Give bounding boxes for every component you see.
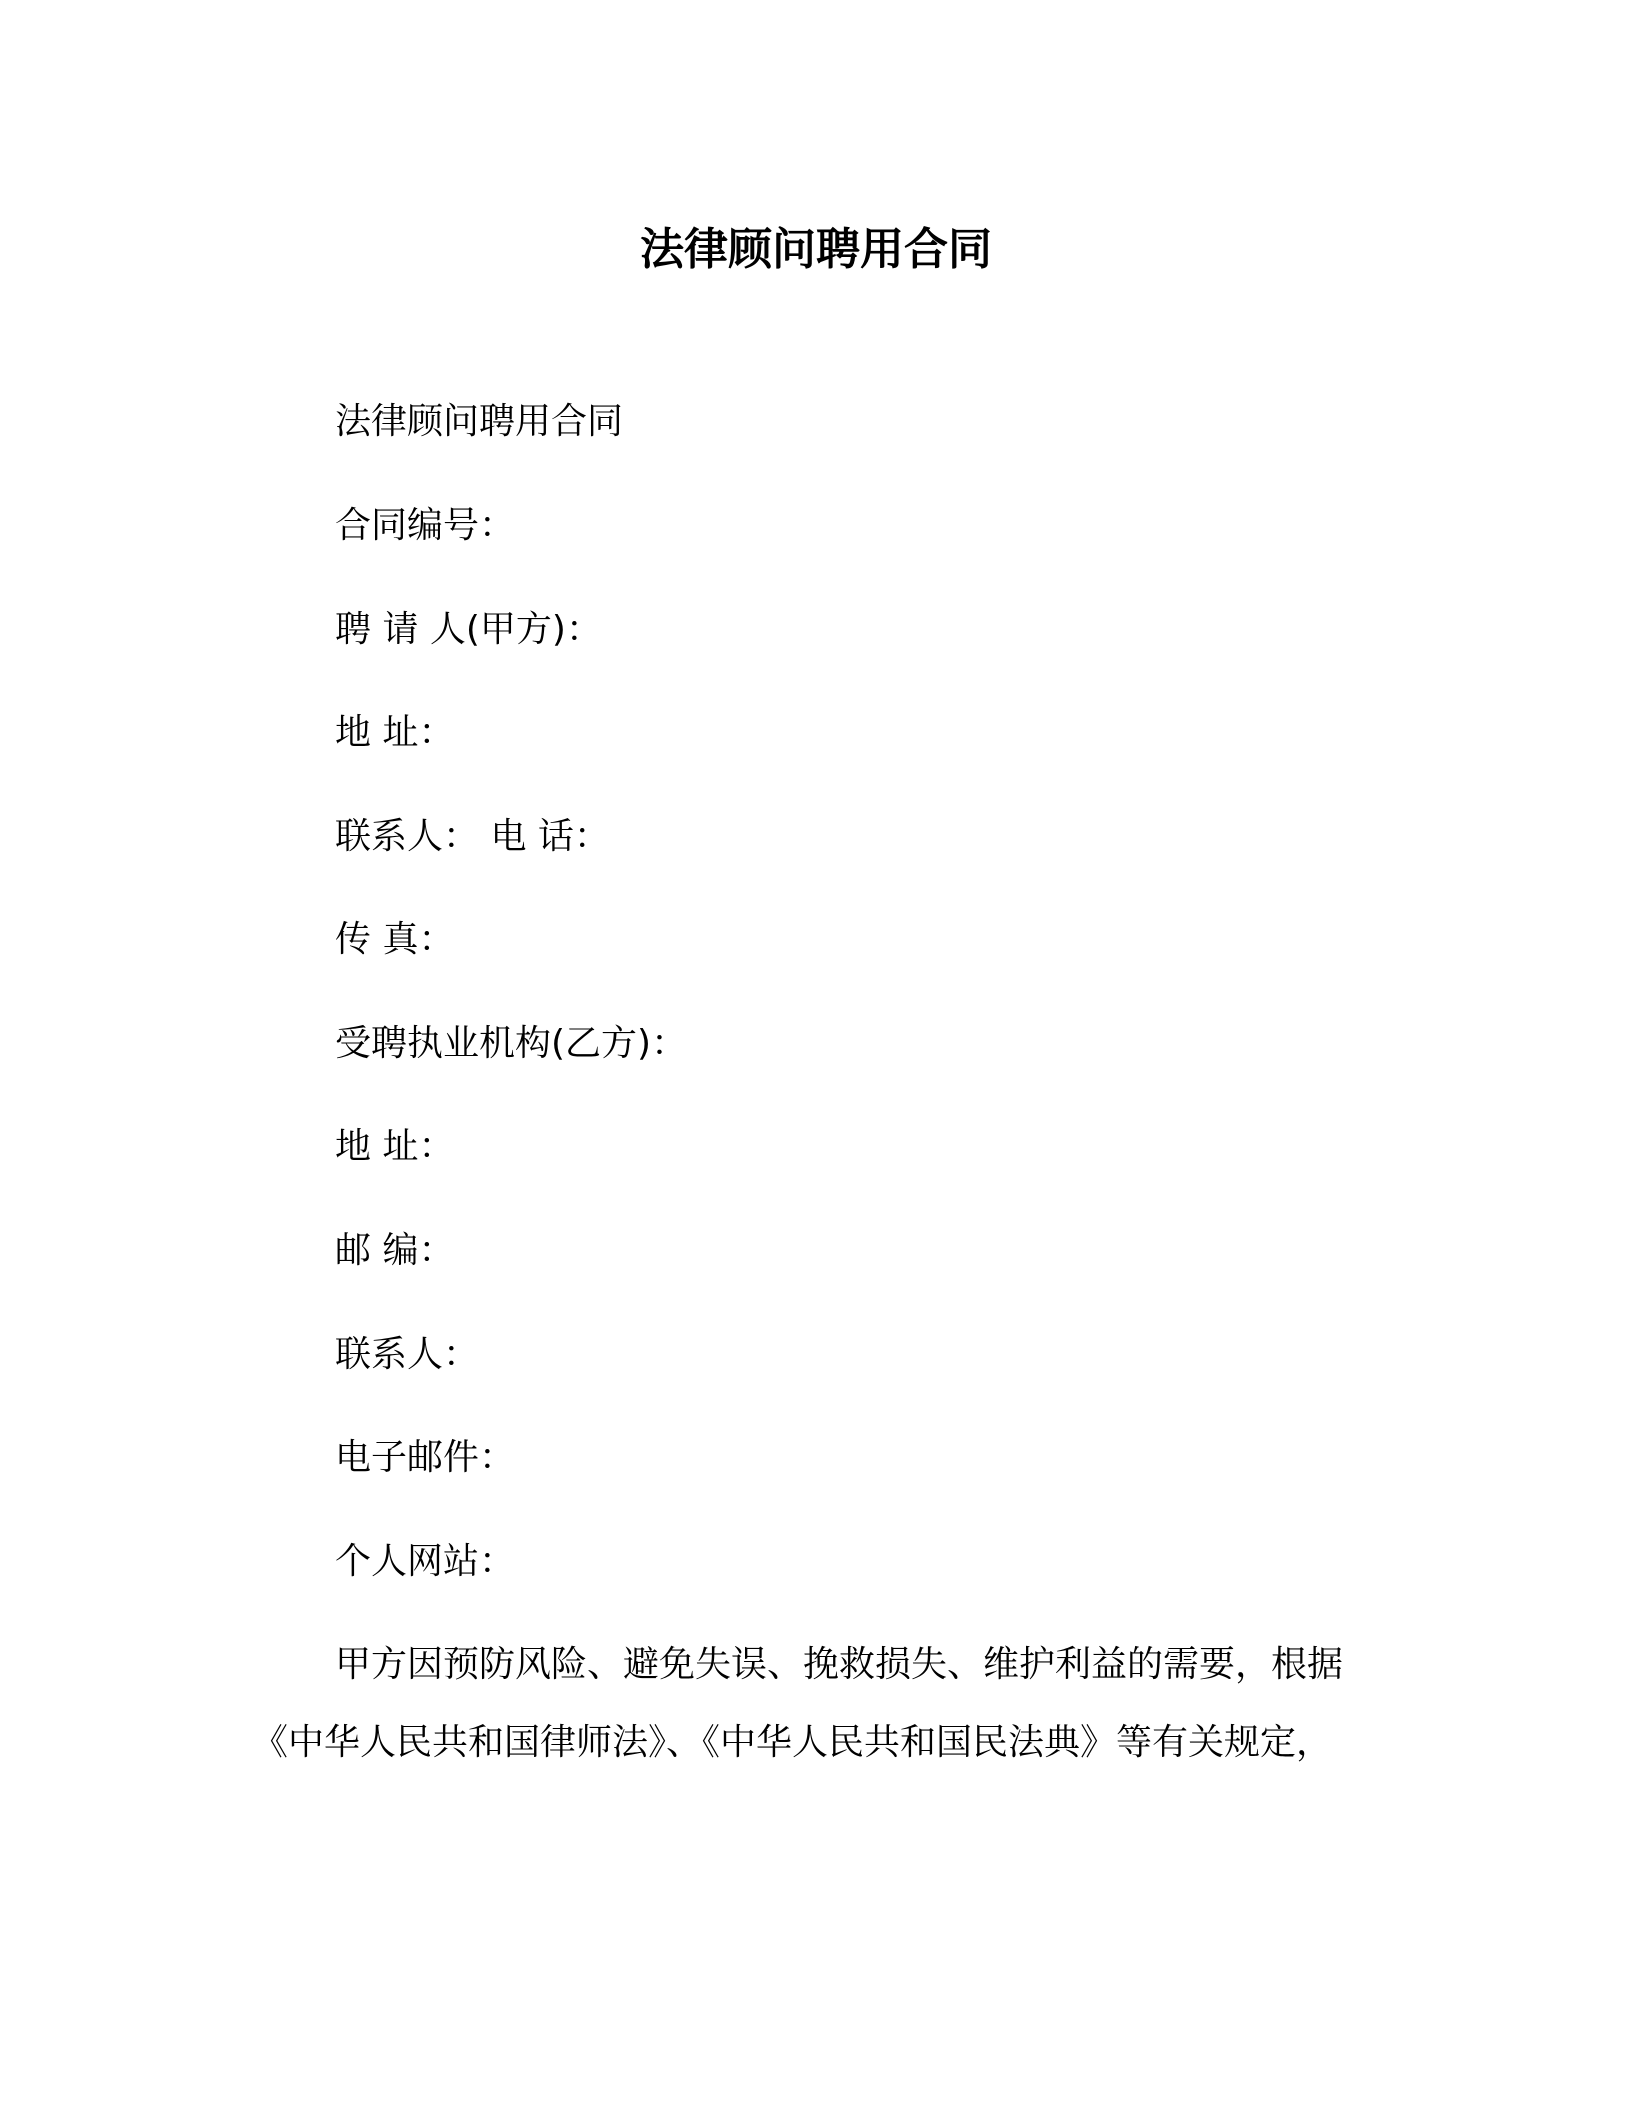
party-b-field: 受聘执业机构(乙方)： (335, 1023, 688, 1064)
party-a-address-field: 地 址： (335, 712, 455, 753)
paragraph-line-1: 甲方因预防风险、避免失误、挽救损失、维护利益的需要，根据 (335, 1644, 1344, 1685)
document-title: 法律顾问聘用合同 (640, 224, 992, 275)
party-b-address-field: 地 址： (335, 1126, 455, 1167)
party-b-contact-field: 联系人： (335, 1334, 480, 1375)
party-b-email-field: 电子邮件： (335, 1437, 516, 1478)
party-a-fax-field: 传 真： (335, 919, 455, 960)
contract-number-field: 合同编号： (335, 505, 516, 546)
party-b-website-field: 个人网站： (335, 1541, 516, 1582)
party-a-contact-phone-field: 联系人： 电 话： (335, 816, 610, 857)
party-b-postcode-field: 邮 编： (335, 1230, 455, 1271)
paragraph-line-2: 《中华人民共和国律师法》、《中华人民共和国民法典》等有关规定， (252, 1722, 1333, 1763)
party-a-field: 聘 请 人(甲方)： (335, 609, 602, 650)
subtitle-line: 法律顾问聘用合同 (335, 401, 624, 442)
